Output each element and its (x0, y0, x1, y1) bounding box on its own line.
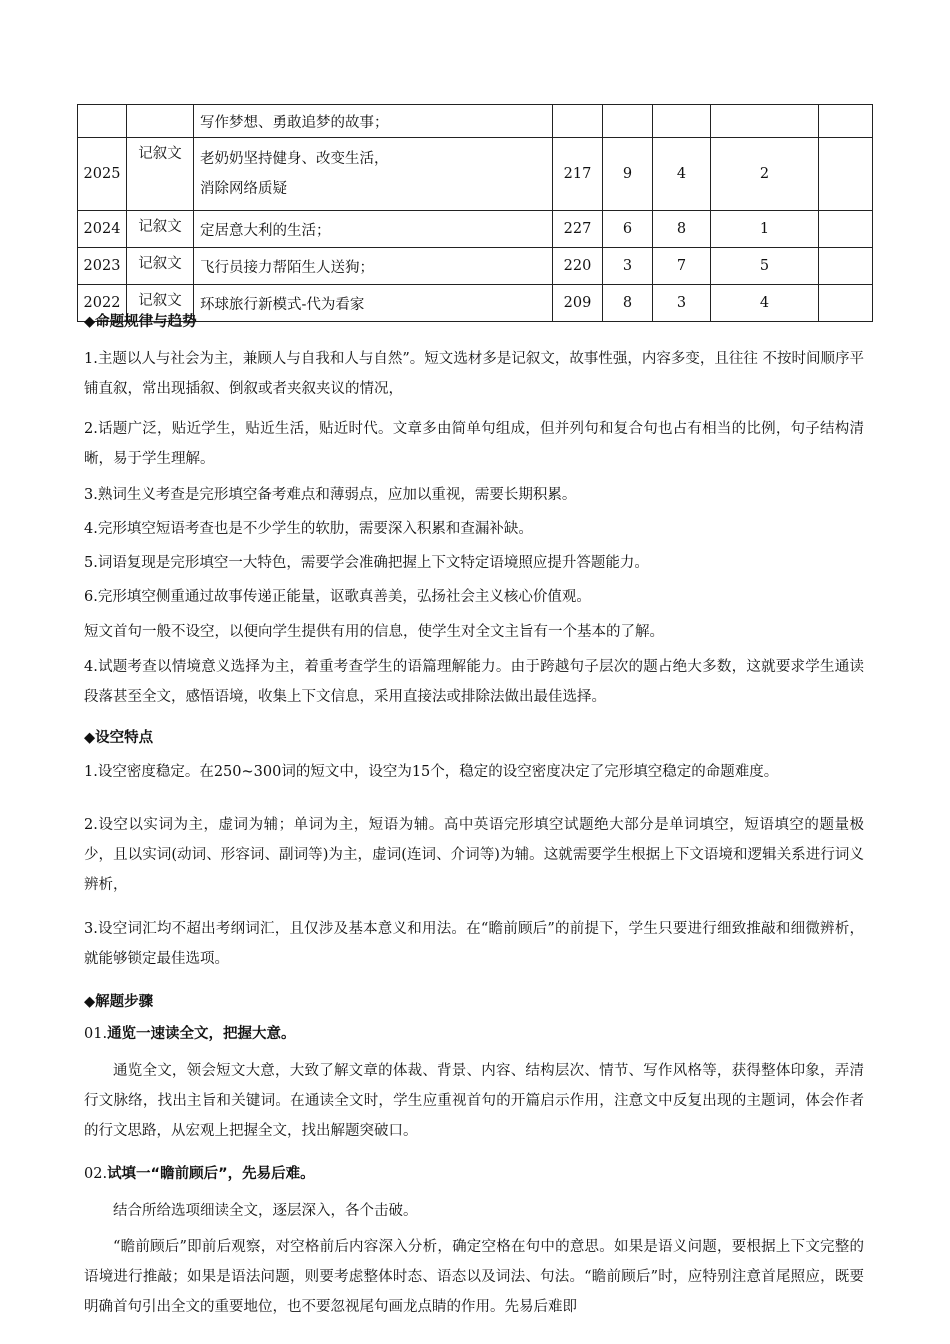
step-number: 02. (84, 1166, 108, 1182)
count-cell: 3 (603, 248, 653, 285)
words-cell: 209 (553, 285, 603, 322)
count-cell: 1 (711, 211, 819, 248)
count-cell: 9 (603, 138, 653, 211)
year-cell: 2022 (78, 285, 127, 322)
paragraph: 通览全文，领会短文大意，大致了解文章的体裁、背景、内容、结构层次、情节、写作风格等，获得整体印象，弄清行文脉络，找出主旨和关键词。在通读全文时，学生应重视首句的开篇启示作用，注意文中反复出现的主题词，体会作者的行文思路，从宏观上把握全文，找出解题突破口。 (84, 1063, 864, 1139)
step-title: 通览一速读全文，把握大意。 (107, 1026, 296, 1042)
words-cell: 217 (553, 138, 603, 211)
paragraph: 结合所给选项细读全文，逐层深入，各个击破。 (113, 1203, 418, 1219)
paragraph: 6.完形填空侧重通过故事传递正能量，讴歌真善美，弘扬社会主义核心价值观。 (84, 589, 591, 605)
table-row (78, 105, 873, 138)
paragraph: 2.设空以实词为主，虚词为辅；单词为主，短语为辅。高中英语完形填空试题绝大部分是单词填空，短语填空的题量极少，且以实词(动词、形容词、副词等)为主，虚词(连词、介词等)为辅。这就需要学生根据上下文语境和逻辑关系进行词义辨析， (84, 817, 864, 893)
type-cell: 记叙文 (127, 138, 194, 211)
topic-cell (194, 138, 553, 211)
section-heading-blanks: ◆设空特点 (84, 730, 154, 746)
step-2-title (84, 1162, 315, 1183)
topic-line: 消除网络质疑 (200, 181, 287, 197)
topic-cell: 飞行员接力帮陌生人送狗； (194, 248, 553, 285)
count-cell: 8 (603, 285, 653, 322)
year-cell: 2025 (78, 138, 127, 211)
section-heading-trend: ◆命题规律与趋势 (84, 314, 197, 330)
count-cell: 3 (653, 285, 711, 322)
step-1-title (84, 1022, 296, 1043)
count-cell: 4 (653, 138, 711, 211)
year-cell: 2023 (78, 248, 127, 285)
count-cell: 7 (653, 248, 711, 285)
type-cell: 记叙文 (127, 211, 194, 248)
count-cell: 2 (711, 138, 819, 211)
paragraph: 4.完形填空短语考查也是不少学生的软肋，需要深入积累和查漏补缺。 (84, 521, 533, 537)
topic-cell: 环球旅行新模式-代为看家 (194, 285, 553, 322)
type-cell: 记叙文 (127, 248, 194, 285)
topic-cell: 定居意大利的生活； (194, 211, 553, 248)
type-cell: 记叙文 (127, 285, 194, 322)
year-cell: 2024 (78, 211, 127, 248)
table-row (78, 211, 873, 248)
words-cell: 220 (553, 248, 603, 285)
step-title: 试填一“瞻前顾后”，先易后难。 (107, 1166, 315, 1182)
table-row (78, 138, 873, 211)
count-cell: 5 (711, 248, 819, 285)
section-heading-steps: ◆解题步骤 (84, 994, 154, 1010)
paragraph: “瞻前顾后”即前后观察，对空格前后内容深入分析，确定空格在句中的意思。如果是语义问题，要根据上下文完整的语境进行推敲；如果是语法问题，则要考虑整体时态、语态以及词法、句法。“瞻前顾后”时，应特别注意首尾照应，既要明确首句引出全文的重要地位，也不要忽视尾句画龙点睛的作用。先易后难即 (84, 1239, 864, 1315)
topic-line: 老奶奶坚持健身、改变生活， (200, 151, 389, 167)
paragraph: 短文首句一般不设空，以便向学生提供有用的信息，使学生对全文主旨有一个基本的了解。 (84, 624, 664, 640)
paragraph: 4.试题考查以情境意义选择为主，着重考查学生的语篇理解能力。由于跨越句子层次的题占绝大多数，这就要求学生通读段落甚至全文，感悟语境，收集上下文信息，采用直接法或排除法做出最佳选择。 (84, 659, 864, 705)
paragraph: 5.词语复现是完形填空一大特色，需要学会准确把握上下文特定语境照应提升答题能力。 (84, 555, 649, 571)
exam-stats-table (77, 104, 873, 322)
paragraph: 3.设空词汇均不超出考纲词汇，且仅涉及基本意义和用法。在“瞻前顾后”的前提下，学生只要进行细致推敲和细微辨析，就能够锁定最佳选项。 (84, 921, 864, 967)
count-cell: 8 (653, 211, 711, 248)
paragraph: 1.主题以人与社会为主，兼顾人与自我和人与自然”。短文选材多是记叙文，故事性强，内容多变，且往往 不按时间顺序平铺直叙，常出现插叙、倒叙或者夹叙夹议的情况， (84, 351, 864, 397)
paragraph: 1.设空密度稳定。在250~300词的短文中，设空为15个，稳定的设空密度决定了完形填空稳定的命题难度。 (84, 764, 779, 780)
count-cell: 4 (711, 285, 819, 322)
paragraph: 3.熟词生义考查是完形填空备考难点和薄弱点，应加以重视，需要长期积累。 (84, 487, 577, 503)
step-number: 01. (84, 1026, 108, 1042)
topic-cell: 写作梦想、勇敢追梦的故事； (194, 105, 553, 138)
count-cell: 6 (603, 211, 653, 248)
table-row (78, 248, 873, 285)
paragraph: 2.话题广泛，贴近学生，贴近生活，贴近时代。文章多由简单句组成，但并列句和复合句也占有相当的比例，句子结构清晰，易于学生理解。 (84, 421, 864, 467)
words-cell: 227 (553, 211, 603, 248)
